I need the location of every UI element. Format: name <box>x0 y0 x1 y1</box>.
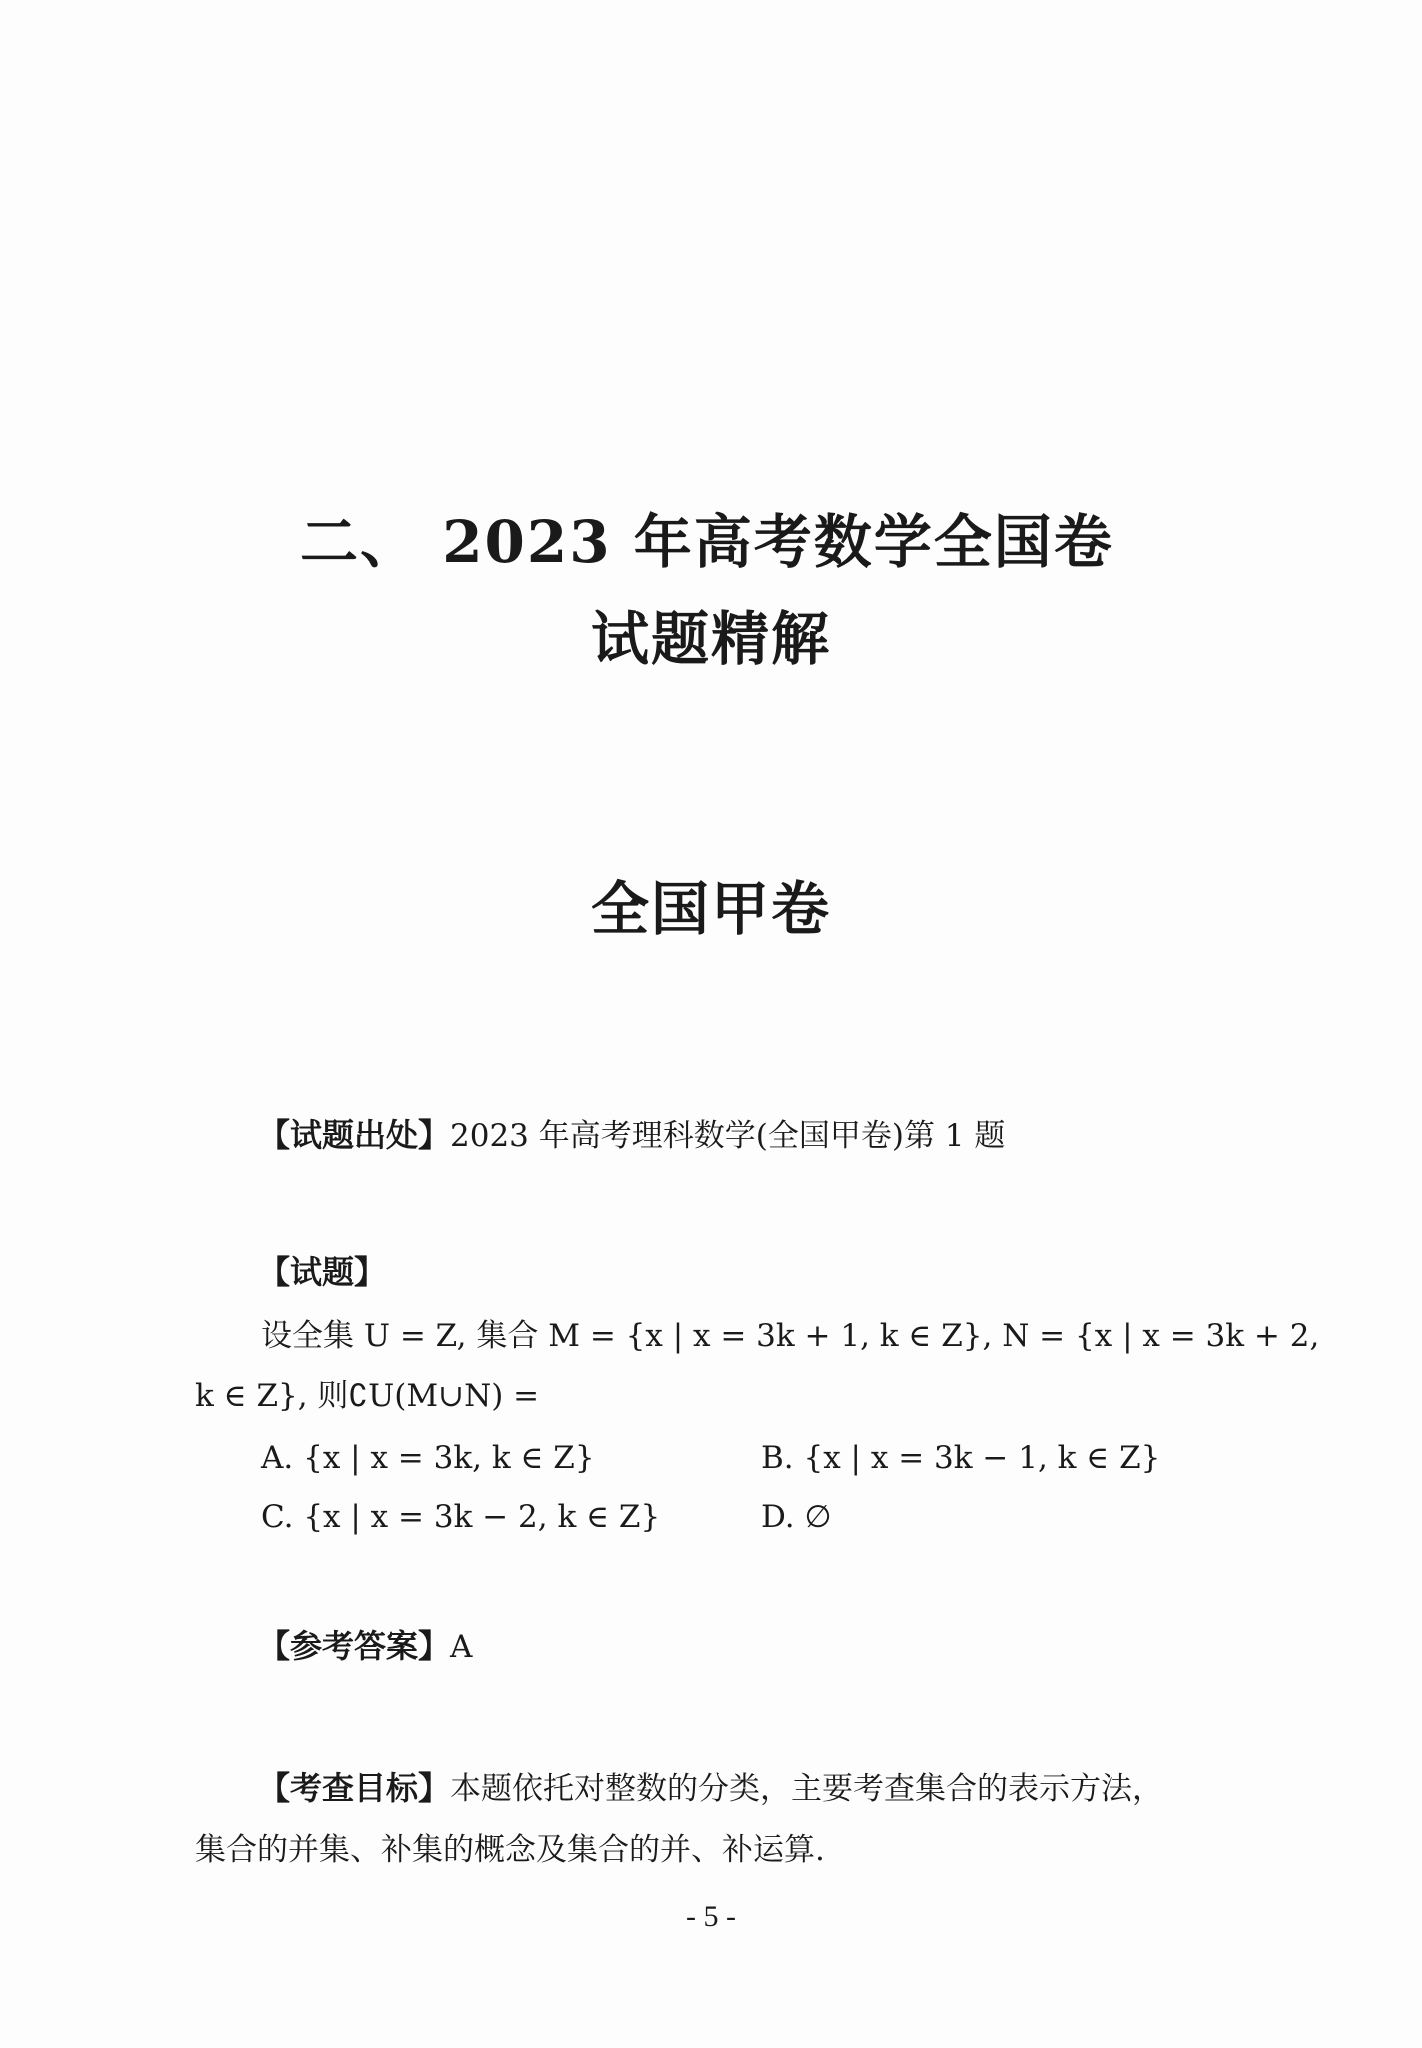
option-b <box>761 1438 1160 1478</box>
option-text: ∅ <box>804 1499 832 1535</box>
objective-label: 【考查目标】 <box>258 1769 451 1807</box>
answer-line <box>258 1626 472 1667</box>
option-d <box>761 1497 831 1537</box>
option-a <box>261 1438 595 1478</box>
objective-text-1: 本题依托对整数的分类，主要考查集合的表示方法， <box>450 1771 1164 1807</box>
option-letter: A. <box>261 1440 294 1476</box>
option-letter: C. <box>261 1499 294 1535</box>
option-text: {x | x = 3k − 1, k ∈ Z} <box>803 1440 1161 1476</box>
question-stem-line1: 设全集 U = Z, 集合 M = {x | x = 3k + 1, k ∈ Z}, N = {x | x = 3k + 2, <box>261 1318 1320 1354</box>
objective-line2: 集合的并集、补集的概念及集合的并、补运算. <box>195 1832 825 1868</box>
question-stem-line2: k ∈ Z}, 则∁U(M∪N) = <box>195 1378 540 1414</box>
source-line <box>258 1115 1005 1156</box>
answer-label: 【参考答案】 <box>258 1627 451 1665</box>
page-number: - 5 - <box>686 1900 736 1933</box>
source-label: 【试题出处】 <box>258 1116 451 1154</box>
chapter-title-line1: 二、 2023 年高考数学全国卷 <box>300 508 1114 576</box>
option-text: {x | x = 3k − 2, k ∈ Z} <box>303 1499 661 1535</box>
option-c <box>261 1497 660 1537</box>
option-letter: B. <box>761 1440 794 1476</box>
chapter-title-line2: 试题精解 <box>590 605 831 673</box>
question-label: 【试题】 <box>258 1253 387 1291</box>
option-letter: D. <box>761 1499 795 1535</box>
option-text: {x | x = 3k, k ∈ Z} <box>303 1440 595 1476</box>
source-text: 2023 年高考理科数学(全国甲卷)第 1 题 <box>450 1118 1006 1154</box>
objective-line1 <box>258 1768 1163 1809</box>
section-title: 全国甲卷 <box>590 875 831 943</box>
answer-text: A <box>450 1629 473 1665</box>
